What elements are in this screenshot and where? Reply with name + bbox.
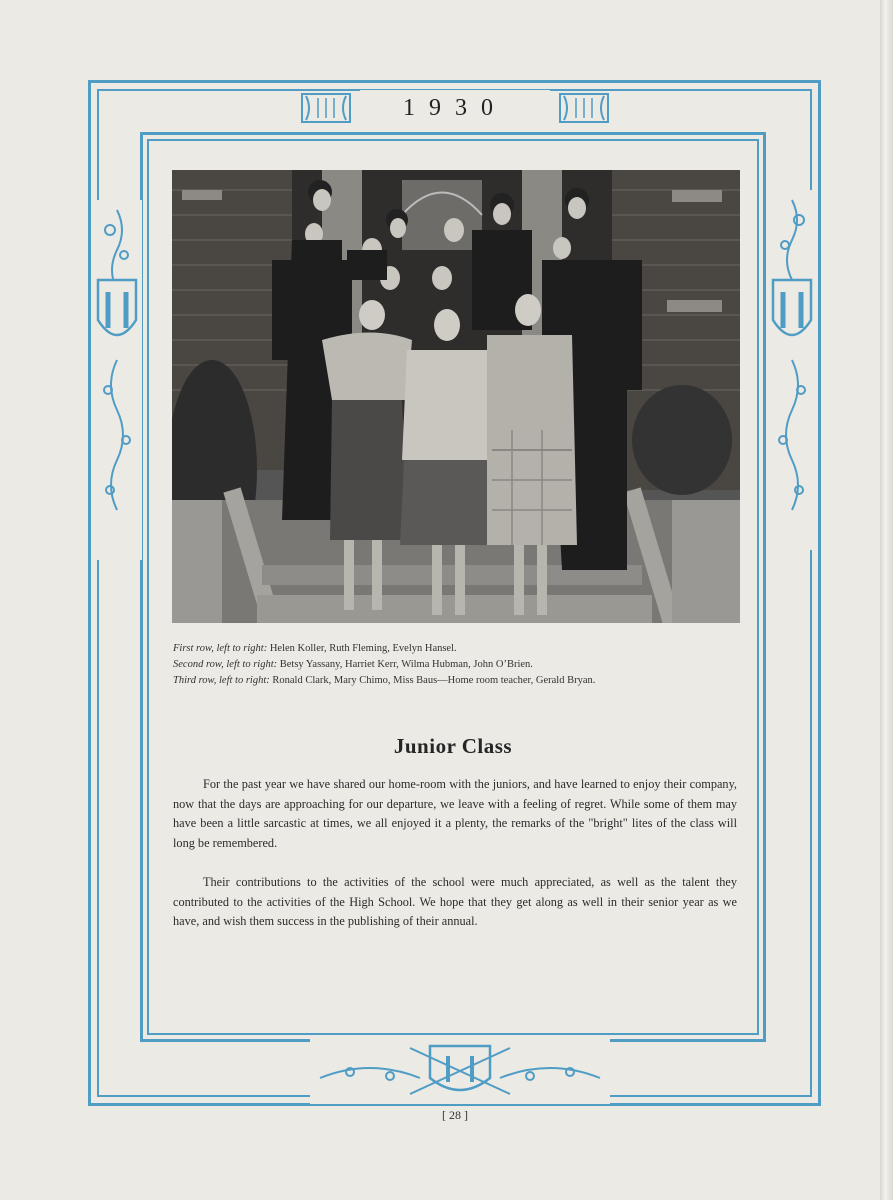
caption-second-row-names: Betsy Yassany, Harriet Kerr, Wilma Hubman, John O’Brien.	[279, 659, 533, 670]
caption-third-row-names: Ronald Clark, Mary Chimo, Miss Baus—Home room teacher, Gerald Bryan.	[272, 675, 596, 686]
caption-first-row-names: Helen Koller, Ruth Fleming, Evelyn Hansel.	[269, 643, 457, 654]
caption-third-row	[173, 673, 773, 689]
class-photograph-image	[172, 170, 740, 623]
class-photograph	[172, 170, 740, 623]
caption-second-row-label: Second row, left to right:	[173, 659, 278, 670]
right-shield-ornament-icon	[767, 190, 817, 550]
page-edge	[880, 0, 893, 1200]
yearbook-year: 1930	[360, 90, 550, 126]
article-title: Junior Class	[393, 734, 513, 758]
left-shield-ornament-icon	[92, 200, 142, 560]
caption-second-row	[173, 657, 773, 673]
caption-third-row-label: Third row, left to right:	[173, 675, 270, 686]
page-number: [ 28 ]	[442, 1108, 468, 1122]
right-scroll-ornament	[556, 88, 612, 128]
article-paragraph-1: For the past year we have shared our home-room with the juniors, and have learned to enjoy their company, now that the days are approaching for our departure, we leave with a feeling of regret. While some of them may have been a little sarcastic at times, we all enjoyed it a plenty, the remarks of the "bright" lites of the class will long be remembered.	[173, 777, 737, 850]
caption-first-row	[173, 641, 773, 657]
caption-first-row-label: First row, left to right:	[173, 643, 268, 654]
footer-crest-ornament-icon	[310, 1038, 610, 1104]
article-paragraph-2: Their contributions to the activities of the school were much appreciated, as well as the talent they contributed to the activities of the High School. We hope that they get along as well in their senior year as we have, and wish them success in the publishing of their annual.	[173, 875, 737, 928]
left-scroll-ornament	[298, 88, 354, 128]
